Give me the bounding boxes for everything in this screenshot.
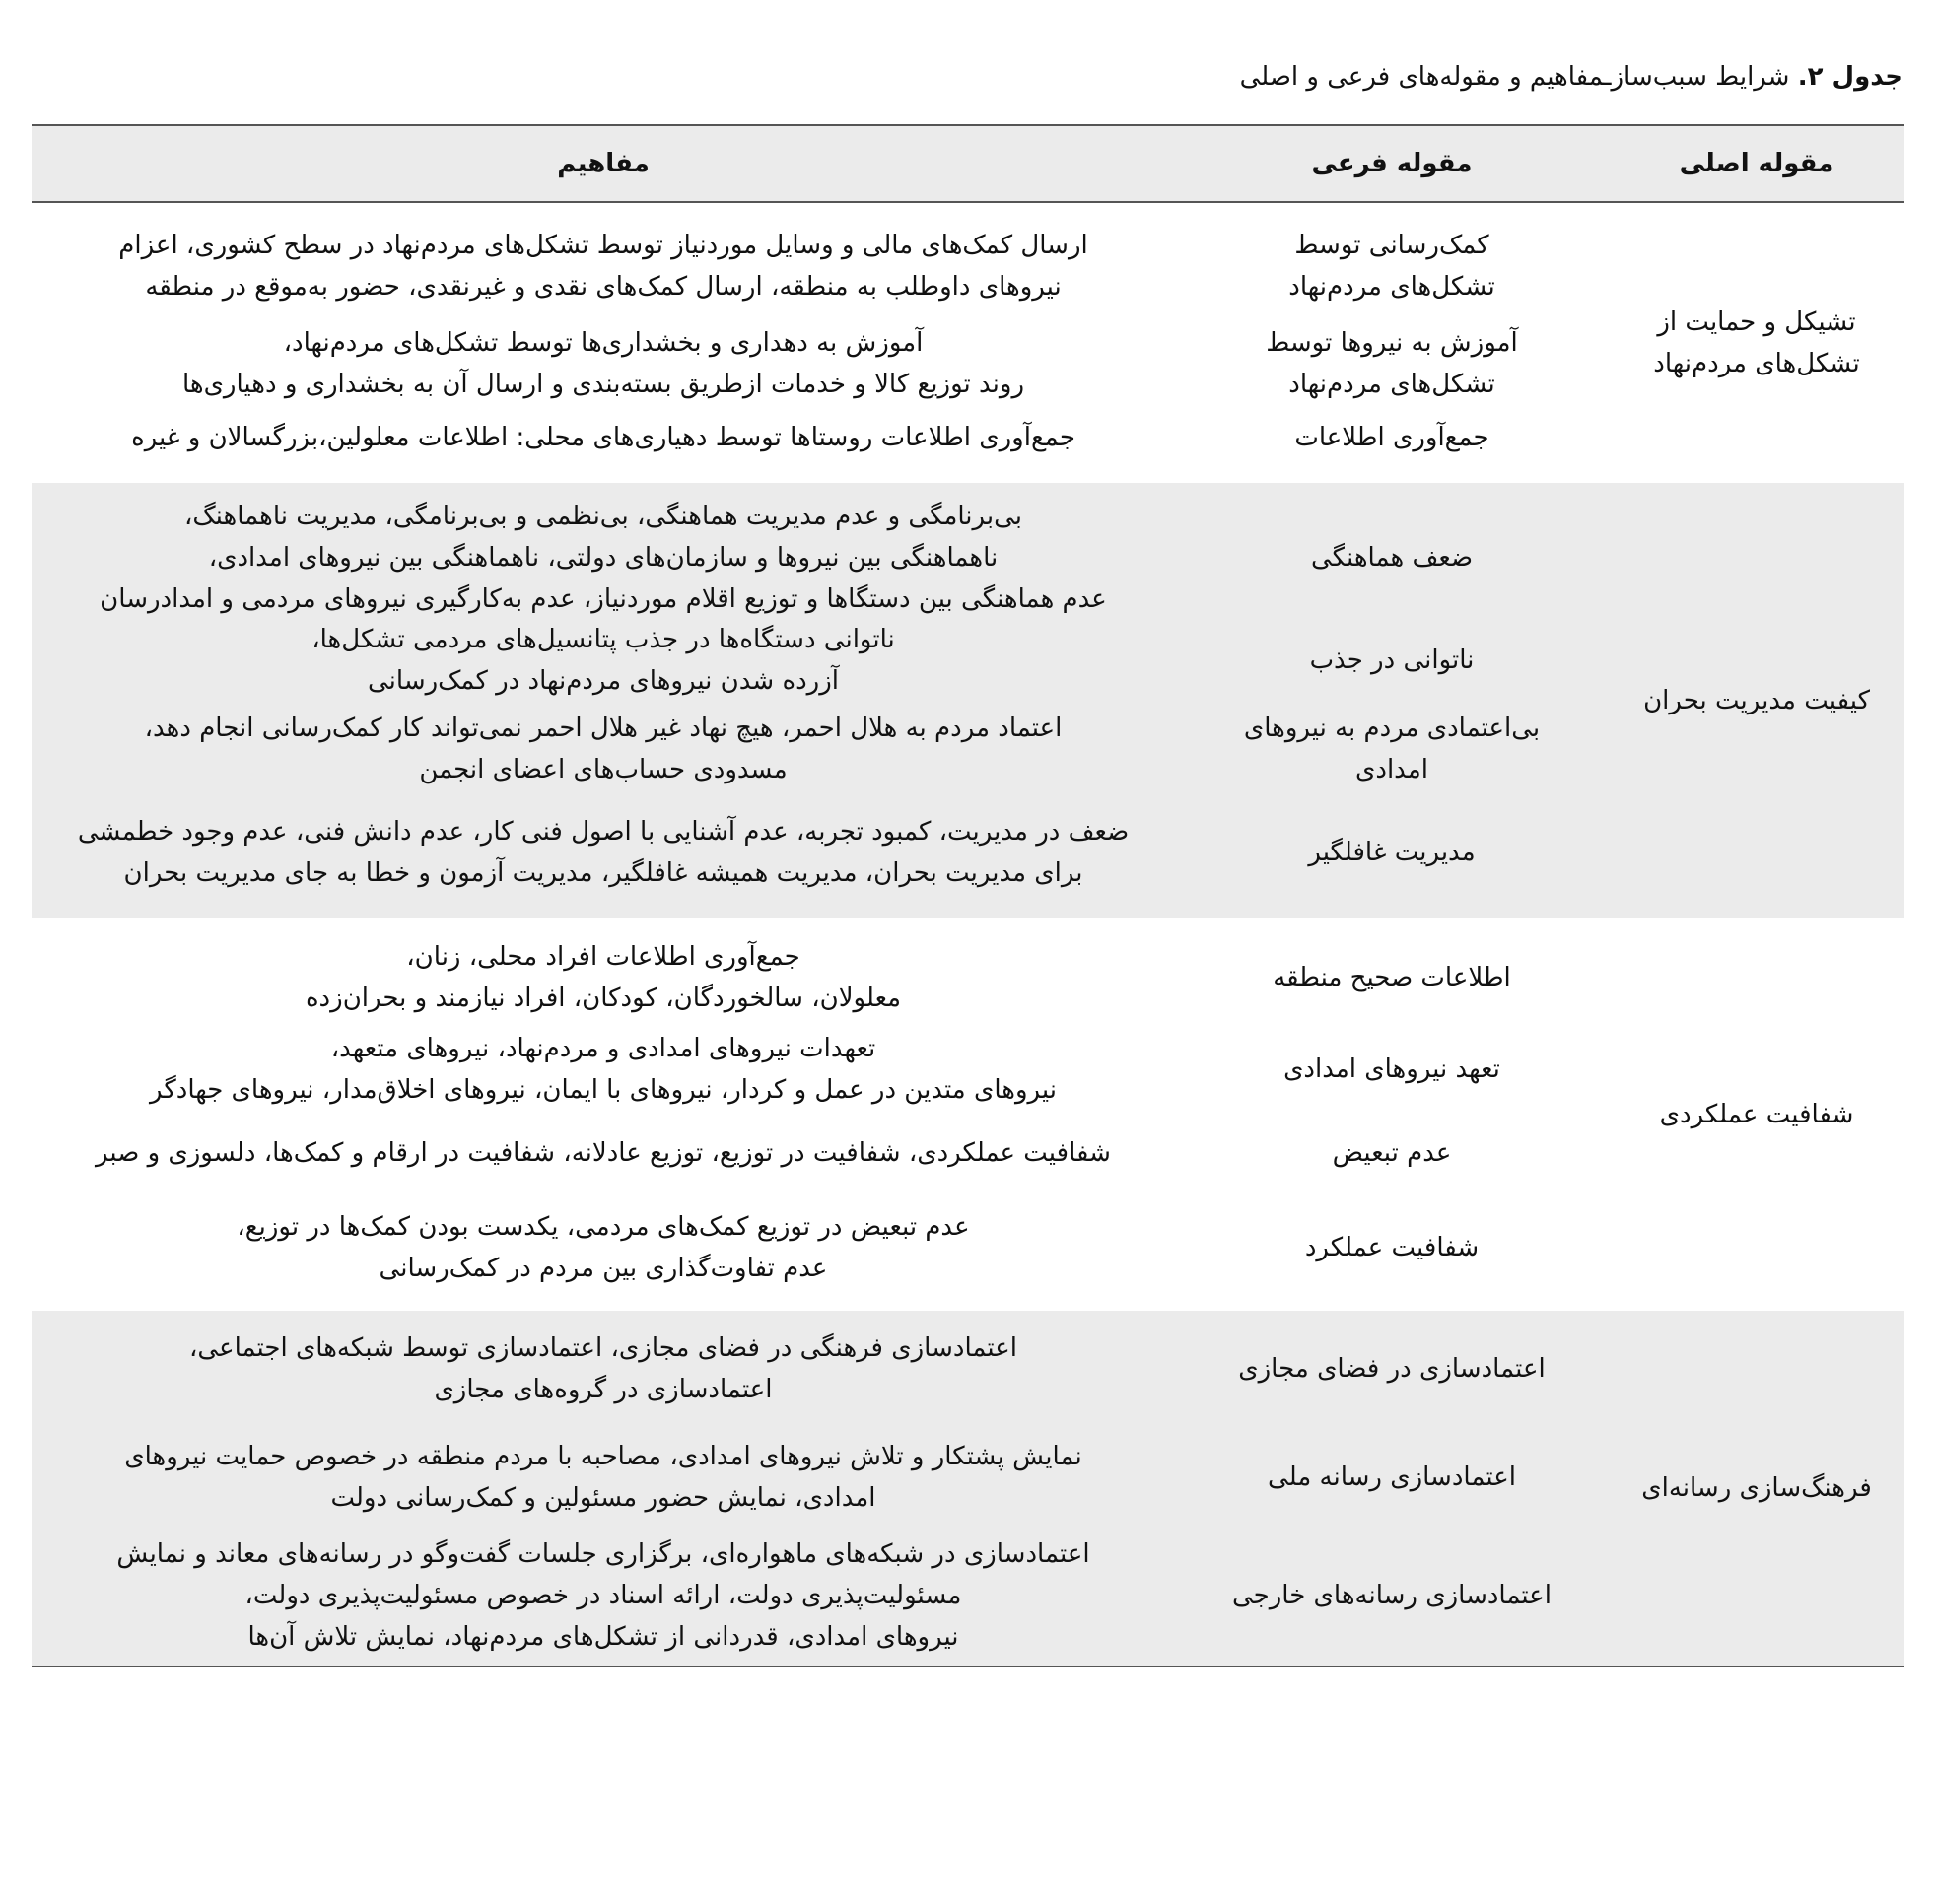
sub-rows	[32, 918, 1609, 1311]
table-row	[32, 1025, 1609, 1114]
sub-category-cell	[1175, 322, 1609, 405]
table-row	[32, 702, 1609, 796]
concept-line: اعتماد مردم به هلال احمر، هیچ نهاد غیر هلال احمر نمی‌تواند کار کمک‌رسانی انجام دهد،	[144, 714, 1063, 743]
sub-category-line: ضعف هماهنگی	[1310, 543, 1474, 573]
sub-rows	[32, 203, 1609, 483]
concepts-cell	[32, 936, 1175, 1019]
concept-line: اعتمادسازی در گروه‌های مجازی	[434, 1375, 773, 1404]
concept-line: عدم تبعیض در توزیع کمک‌های مردمی، یکدست بودن کمک‌ها در توزیع،	[237, 1212, 970, 1242]
table-row	[32, 1533, 1609, 1658]
sub-category-cell	[1175, 708, 1609, 790]
sub-category-line: امدادی	[1355, 755, 1428, 784]
sub-category-cell	[1175, 1575, 1609, 1616]
table-body	[32, 203, 1904, 1666]
table-header	[32, 126, 1904, 201]
concept-line: جمع‌آوری اطلاعات روستاها توسط دهیاری‌های محلی: اطلاعات معلولین،بزرگسالان و غیره	[131, 423, 1075, 452]
concepts-cell	[32, 496, 1175, 620]
concept-line: مسدودی حساب‌های اعضای انجمن	[419, 755, 788, 784]
sub-category-cell	[1175, 1049, 1609, 1090]
concepts-cell	[32, 708, 1175, 790]
main-category-line: کیفیت مدیریت بحران	[1643, 686, 1870, 715]
caption-text: شرایط سبب‌سازـمفاهیم و مقوله‌های فرعی و اصلی	[1239, 62, 1790, 92]
table-row	[32, 619, 1609, 702]
concept-line: عدم تفاوت‌گذاری بین مردم در کمک‌رسانی	[379, 1254, 828, 1283]
sub-category-cell	[1175, 1348, 1609, 1390]
concepts-cell	[32, 1132, 1175, 1174]
concepts-table	[32, 124, 1904, 1667]
sub-category-line: اعتمادسازی در فضای مجازی	[1238, 1354, 1546, 1384]
table-caption	[1240, 57, 1903, 97]
concept-line: ضعف در مدیریت، کمبود تجربه، عدم آشنایی با اصول فنی کار، عدم دانش فنی، عدم وجود خطمشی	[77, 817, 1130, 847]
concept-line: ارسال کمک‌های مالی و وسایل موردنیاز توسط تشکل‌های مردم‌نهاد در سطح کشوری، اعزام	[118, 231, 1088, 260]
main-category-line: فرهنگ‌سازی رسانه‌ای	[1641, 1473, 1872, 1503]
table-row	[32, 1317, 1609, 1421]
concept-line: نیروهای داوطلب به منطقه، ارسال کمک‌های نقدی و غیرنقدی، حضور به‌موقع در منطقه	[145, 272, 1062, 302]
category-group	[32, 918, 1904, 1311]
main-category-cell	[1609, 483, 1904, 918]
concepts-cell	[32, 1436, 1175, 1519]
caption-label: جدول ۲.	[1797, 62, 1903, 92]
sub-category-line: شفافیت عملکرد	[1304, 1233, 1480, 1262]
concepts-cell	[32, 1327, 1175, 1410]
concept-line: برای مدیریت بحران، مدیریت همیشه غافلگیر، مدیریت آزمون و خطا به جای مدیریت بحران	[123, 858, 1083, 888]
sub-rows	[32, 483, 1609, 918]
sub-category-line: بی‌اعتمادی مردم به نیروهای	[1243, 714, 1541, 743]
bottom-rule	[32, 1666, 1904, 1667]
sub-category-cell	[1175, 957, 1609, 998]
concept-line: نمایش پشتکار و تلاش نیروهای امدادی، مصاحبه با مردم منطقه در خصوص حمایت نیروهای	[124, 1442, 1082, 1471]
concept-line: معلولان، سالخوردگان، کودکان، افراد نیازمند و بحران‌زده	[305, 984, 902, 1013]
table-row	[32, 406, 1609, 469]
sub-category-cell	[1175, 417, 1609, 458]
category-group	[32, 483, 1904, 918]
sub-category-line: اعتمادسازی رسانه ملی	[1268, 1462, 1516, 1492]
table-row	[32, 497, 1609, 619]
concepts-cell	[32, 417, 1175, 458]
concept-line: عدم هماهنگی بین دستگاها و توزیع اقلام موردنیاز، عدم به‌کارگیری نیروهای مردمی و امدادرسان	[100, 584, 1107, 614]
concept-line: مسئولیت‌پذیری دولت، ارائه اسناد در خصوص مسئولیت‌پذیری دولت،	[244, 1581, 962, 1610]
concepts-cell	[32, 811, 1175, 894]
header-main-category: مقوله اصلی	[1679, 149, 1834, 178]
sub-category-line: اعتمادسازی رسانه‌های خارجی	[1232, 1581, 1552, 1610]
table-row	[32, 930, 1609, 1025]
header-concepts: مفاهیم	[557, 149, 650, 178]
concept-line: امدادی، نمایش حضور مسئولین و کمک‌رسانی دولت	[330, 1483, 876, 1513]
concepts-cell	[32, 1028, 1175, 1111]
category-group	[32, 1311, 1904, 1666]
sub-category-cell	[1175, 1457, 1609, 1498]
category-group	[32, 203, 1904, 483]
sub-category-cell	[1175, 1227, 1609, 1268]
sub-category-cell	[1175, 537, 1609, 578]
sub-category-line: اطلاعات صحیح منطقه	[1273, 963, 1511, 992]
sub-category-line: آموزش به نیروها توسط	[1266, 328, 1518, 358]
concepts-cell	[32, 1533, 1175, 1658]
concept-line: نیروهای متدین در عمل و کردار، نیروهای با ایمان، نیروهای اخلاق‌مدار، نیروهای جهادگر	[150, 1075, 1057, 1105]
main-category-line: تشیکل و حمایت از	[1657, 307, 1856, 337]
concept-line: تعهدات نیروهای امدادی و مردم‌نهاد، نیروهای متعهد،	[330, 1034, 876, 1063]
concepts-cell	[32, 322, 1175, 405]
concept-line: شفافیت عملکردی، شفافیت در توزیع، توزیع عادلانه، شفافیت در ارقام و کمک‌ها، دلسوزی و صبر	[96, 1138, 1111, 1168]
concepts-cell	[32, 225, 1175, 307]
concept-line: جمع‌آوری اطلاعات افراد محلی، زنان،	[406, 942, 800, 972]
table-row	[32, 1421, 1609, 1533]
sub-category-cell	[1175, 832, 1609, 873]
concept-line: اعتمادسازی فرهنگی در فضای مجازی، اعتمادسازی توسط شبکه‌های اجتماعی،	[189, 1333, 1017, 1363]
concept-line: ناتوانی دستگاه‌ها در جذب پتانسیل‌های مردمی تشکل‌ها،	[311, 625, 895, 654]
sub-category-line: جمع‌آوری اطلاعات	[1294, 423, 1489, 452]
sub-category-line: ناتوانی در جذب	[1309, 646, 1475, 675]
sub-rows	[32, 1311, 1609, 1666]
concepts-cell	[32, 1206, 1175, 1289]
main-category-line: تشکل‌های مردم‌نهاد	[1653, 349, 1860, 378]
sub-category-line: تشکل‌های مردم‌نهاد	[1288, 370, 1495, 399]
sub-category-cell	[1175, 1132, 1609, 1174]
table-row	[32, 1114, 1609, 1192]
header-sub-category: مقوله فرعی	[1311, 149, 1473, 178]
concept-line: آموزش به دهداری و بخشداری‌ها توسط تشکل‌های مردم‌نهاد،	[283, 328, 924, 358]
sub-category-line: عدم تبعیض	[1332, 1138, 1452, 1168]
sub-category-cell	[1175, 225, 1609, 307]
sub-category-line: کمک‌رسانی توسط	[1294, 231, 1489, 260]
sub-category-line: تشکل‌های مردم‌نهاد	[1288, 272, 1495, 302]
table-row	[32, 211, 1609, 321]
concept-line: نیروهای امدادی، قدردانی از تشکل‌های مردم‌نهاد، نمایش تلاش آن‌ها	[247, 1622, 959, 1652]
table-row	[32, 1192, 1609, 1303]
concept-line: اعتمادسازی در شبکه‌های ماهواره‌ای، برگزاری جلسات گفت‌وگو در رسانه‌های معاند و نمایش	[116, 1539, 1090, 1569]
table-row	[32, 321, 1609, 406]
sub-category-line: مدیریت غافلگیر	[1308, 838, 1476, 867]
main-category-cell	[1609, 203, 1904, 483]
main-category-cell	[1609, 918, 1904, 1311]
table-row	[32, 796, 1609, 909]
concept-line: روند توزیع کالا و خدمات ازطریق بسته‌بندی و ارسال آن به بخشداری و دهیاری‌ها	[181, 370, 1025, 399]
sub-category-line: تعهد نیروهای امدادی	[1283, 1054, 1500, 1084]
sub-category-cell	[1175, 640, 1609, 681]
concept-line: ناهماهنگی بین نیروها و سازمان‌های دولتی، ناهماهنگی بین نیروهای امدادی،	[208, 543, 999, 573]
concept-line: آزرده شدن نیروهای مردم‌نهاد در کمک‌رسانی	[367, 666, 839, 696]
main-category-line: شفافیت عملکردی	[1659, 1100, 1854, 1129]
main-category-cell	[1609, 1311, 1904, 1666]
concept-line: بی‌برنامگی و عدم مدیریت هماهنگی، بی‌نظمی و بی‌برنامگی، مدیریت ناهماهنگ،	[183, 502, 1023, 531]
concepts-cell	[32, 619, 1175, 702]
